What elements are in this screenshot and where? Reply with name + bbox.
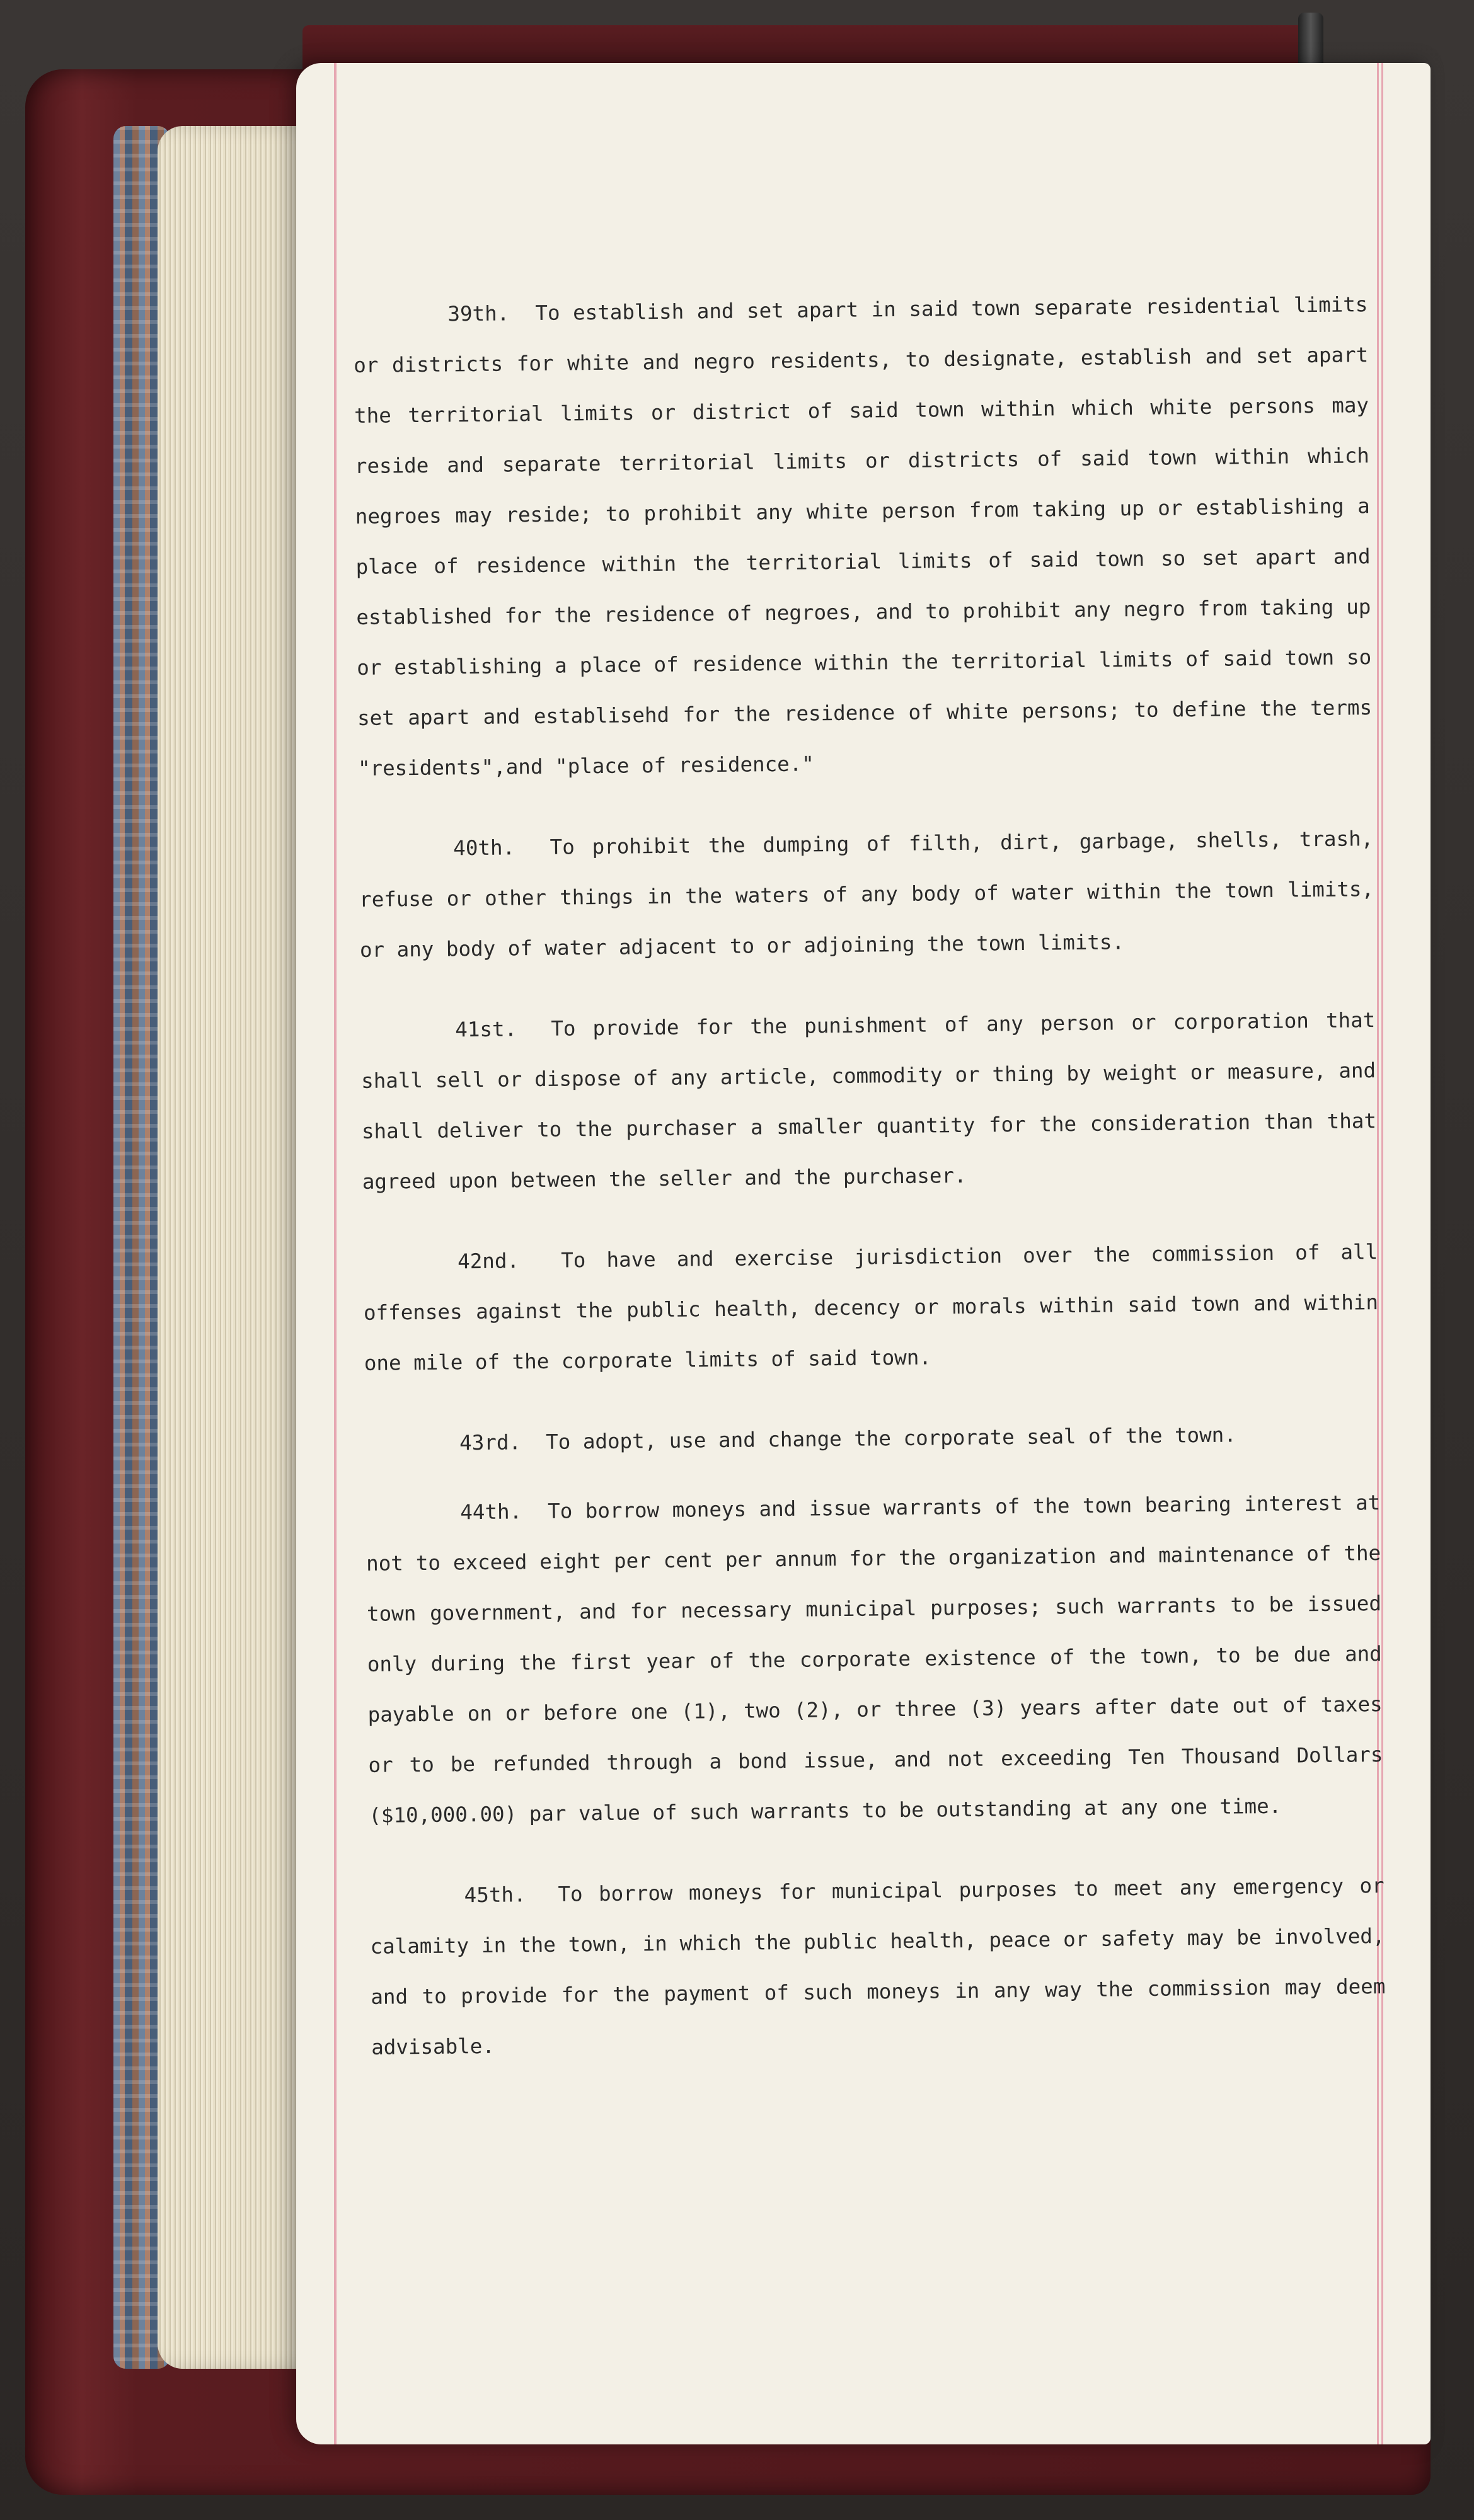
paragraph-number: 40th. [453,835,515,861]
paragraph-text: To borrow moneys for municipal purposes to meet any emergency or calamity in the town, in which the public health, peace or safety may be involved, and to provide for the payment of such moneys in any way the commission may deem advisable. [370,1874,1386,2059]
paragraph-number: 42nd. [457,1249,520,1274]
paragraph-45 [369,1860,1386,2073]
paragraph-text: To establish and set apart in said town separate residential limits or districts for white and negro residents, to designate, establish and set apart the territorial limits or district of said town within which white persons may reside and separate territorial limits or districts of said town within which negroes may reside; to prohibit any white person from taking up or establishing a place of residence within the territorial limits of said town so set apart and established for the residence of negroes, and to prohibit any negro from taking up or establishing a place of residence within the territorial limits of said town so set apart and establisehd for the residence of white persons; to define the terms "residents",and "place of residence." [354,292,1373,781]
paragraph-number: 45th. [464,1882,526,1908]
paragraph-text: To prohibit the dumping of filth, dirt, garbage, shells, trash, refuse or other things in the waters of any body of water within the town limits, or any body of water adjacent to or adjoining the town limits. [359,827,1374,962]
paragraph-42 [363,1227,1379,1389]
left-margin-rule [334,63,337,2444]
paragraph-text: To provide for the punishment of any person or corporation that shall sell or dispose of any article, commodity or thing by weight or measure, and shall deliver to the purchaser a smaller quantity for the consideration than that agreed upon between the seller and the purchaser. [360,1008,1377,1194]
paragraph-44 [366,1477,1384,1841]
paragraph-number: 44th. [460,1499,522,1525]
paragraph-39 [353,279,1373,794]
typed-text-block [353,279,1386,2103]
paragraph-number: 41st. [455,1017,517,1042]
paragraph-text: To borrow moneys and issue warrants of the town bearing interest at not to exceed eight per cent per annum for the organization and maintenance of the town government, and for necessary municipal purposes; such warrants to be issued only during the first year of the corporate existence of the town, to be due and payable on or before one (1), two (2), or three (3) years after date out of taxes or to be refunded through a bond issue, and not exceeding Ten Thousand Dollars ($10,000.00) par value of such warrants to be outstanding at any one time. [366,1491,1383,1828]
ledger-page [296,63,1431,2444]
paragraph-43 [365,1408,1380,1469]
paragraph-41 [360,995,1377,1207]
paragraph-40 [359,813,1374,975]
paragraph-number: 39th. [447,301,510,326]
paragraph-text: To adopt, use and change the corporate seal of the town. [545,1423,1237,1454]
paragraph-text: To have and exercise jurisdiction over the commission of all offenses against the public health, decency or morals within said town and within one mile of the corporate limits of said town. [363,1240,1379,1375]
paragraph-number: 43rd. [459,1430,522,1455]
